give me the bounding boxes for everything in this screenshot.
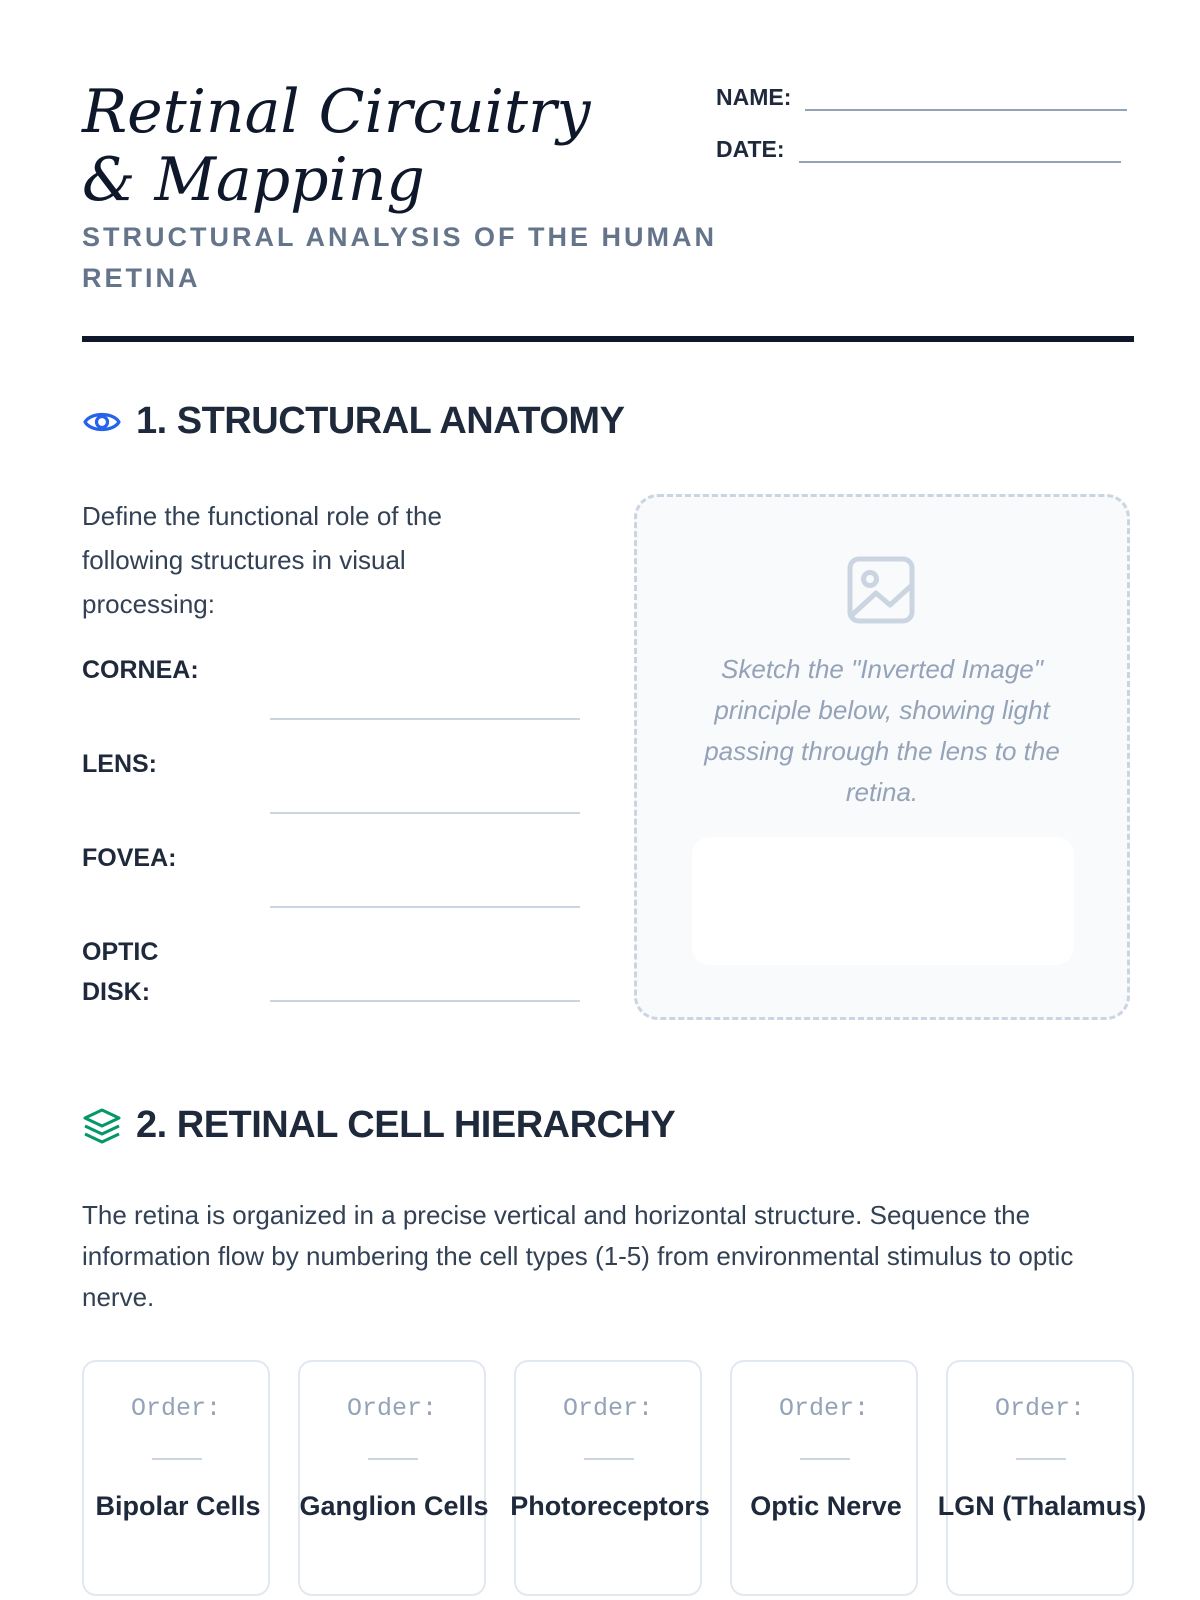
- order-blank[interactable]: [584, 1458, 634, 1460]
- layers-icon: [82, 1106, 122, 1146]
- sketch-instructions: Sketch the "Inverted Image" principle below, showing light passing through the lens to the retina.: [704, 654, 1060, 807]
- worksheet-title: Retinal Circuitry & Mapping: [82, 77, 591, 215]
- section-1-instructions: Define the functional role of the following structures in visual processing:: [82, 501, 442, 619]
- term-label: OPTIC DISK:: [82, 938, 159, 1006]
- order-blank[interactable]: [800, 1458, 850, 1460]
- answer-line[interactable]: [270, 1000, 580, 1002]
- cell-card-optic-nerve[interactable]: [730, 1360, 918, 1596]
- name-label: NAME:: [716, 84, 792, 110]
- order-label: Order:: [778, 1394, 869, 1423]
- order-label: Order:: [130, 1394, 221, 1423]
- order-blank[interactable]: [1016, 1458, 1066, 1460]
- definition-row-fovea[interactable]: [82, 838, 582, 908]
- worksheet-page: [82, 0, 1147, 1600]
- section-2-instructions: The retina is organized in a precise vertical and horizontal structure. Sequence the information flow by numbering the cell types (1-5) from environmental stimulus to optic nerve.: [82, 1200, 1074, 1312]
- worksheet-subtitle: STRUCTURAL ANALYSIS OF THE HUMAN RETINA: [82, 222, 718, 293]
- order-label: Order:: [994, 1394, 1085, 1423]
- cell-name: Bipolar Cells: [95, 1491, 261, 1521]
- cell-card-bipolar[interactable]: [82, 1360, 270, 1596]
- name-blank[interactable]: [805, 93, 1127, 111]
- definition-row-cornea[interactable]: [82, 650, 582, 720]
- section-1-heading: [82, 400, 624, 443]
- cell-name: LGN (Thalamus): [937, 1491, 1147, 1521]
- name-field[interactable]: [716, 84, 1127, 111]
- term-label: FOVEA:: [82, 844, 177, 872]
- cell-name: Photoreceptors: [510, 1491, 710, 1521]
- eye-icon: [82, 402, 122, 442]
- cell-card-lgn[interactable]: [937, 1360, 1147, 1596]
- date-label: DATE:: [716, 136, 785, 162]
- order-blank[interactable]: [368, 1458, 418, 1460]
- definition-row-lens[interactable]: [82, 744, 582, 814]
- section-2-heading: [82, 1104, 675, 1147]
- cell-card-photoreceptors[interactable]: [510, 1360, 710, 1596]
- cell-name: Ganglion Cells: [299, 1491, 489, 1521]
- answer-line[interactable]: [270, 906, 580, 908]
- date-field[interactable]: [716, 136, 1121, 163]
- definition-row-optic-disk[interactable]: [82, 932, 582, 1006]
- order-label: Order:: [562, 1394, 653, 1423]
- term-label: CORNEA:: [82, 656, 199, 684]
- order-blank[interactable]: [152, 1458, 202, 1460]
- answer-line[interactable]: [270, 812, 580, 814]
- cell-card-ganglion[interactable]: [298, 1360, 489, 1596]
- order-label: Order:: [346, 1394, 437, 1423]
- section-2-title: 2. RETINAL CELL HIERARCHY: [136, 1104, 676, 1146]
- cell-order-cards: [82, 1360, 1147, 1600]
- cell-name: Optic Nerve: [750, 1491, 902, 1521]
- date-blank[interactable]: [799, 145, 1121, 163]
- answer-line[interactable]: [270, 718, 580, 720]
- term-label: LENS:: [82, 750, 157, 778]
- section-1-title: 1. STRUCTURAL ANATOMY: [136, 400, 625, 442]
- sketch-drawing-area[interactable]: [692, 837, 1074, 965]
- image-icon: [846, 555, 916, 625]
- header-divider: [82, 336, 1134, 342]
- sketch-box[interactable]: [634, 494, 1130, 1020]
